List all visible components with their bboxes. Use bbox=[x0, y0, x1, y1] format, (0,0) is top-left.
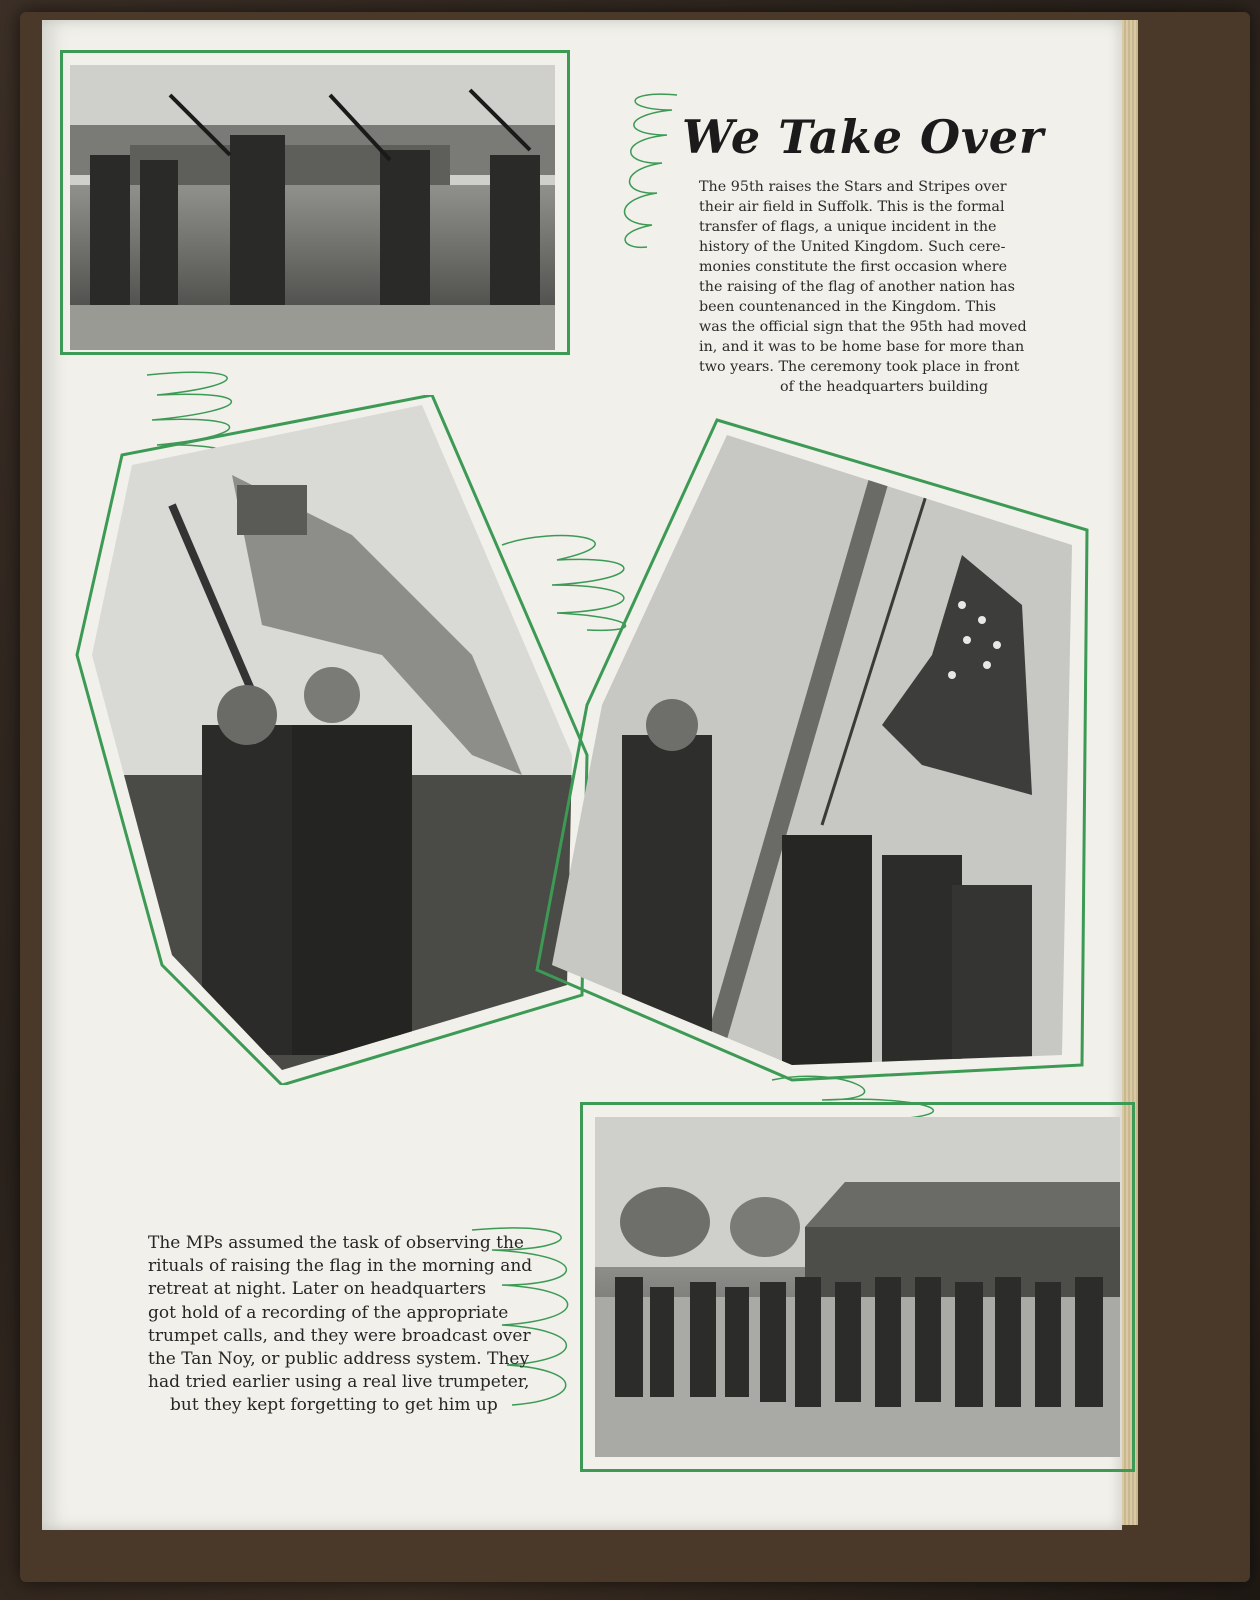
caption-line: had tried earlier using a real live trumpeter, bbox=[148, 1372, 530, 1393]
caption-line: trumpet calls, and they were broadcast over bbox=[148, 1325, 531, 1346]
caption-line: got hold of a recording of the appropriate bbox=[148, 1302, 509, 1323]
right-flag-photo bbox=[492, 405, 1092, 1095]
caption-line: the Tan Noy, or public address system. They bbox=[148, 1349, 530, 1370]
marching-airmen-photo bbox=[70, 65, 555, 350]
caption-line: rituals of raising the flag in the morning and bbox=[148, 1256, 533, 1277]
intro-line: The 95th raises the Stars and Stripes over bbox=[699, 179, 1007, 195]
intro-line: been countenanced in the Kingdom. This bbox=[699, 299, 997, 315]
intro-line: history of the United Kingdom. Such cere- bbox=[699, 239, 1006, 255]
mp-caption bbox=[148, 1232, 553, 1418]
caption-line: The MPs assumed the task of observing the bbox=[148, 1233, 524, 1253]
intro-line: of the headquarters building bbox=[780, 379, 988, 395]
decorative-squiggle bbox=[602, 85, 682, 255]
page-title: We Take Over bbox=[682, 110, 1045, 164]
intro-line: in, and it was to be home base for more than bbox=[699, 339, 1025, 355]
intro-line: the raising of the flag of another nation has bbox=[699, 279, 1015, 295]
intro-line: two years. The ceremony took place in front bbox=[699, 359, 1020, 375]
intro-paragraph bbox=[699, 177, 1069, 397]
caption-line: but they kept forgetting to get him up bbox=[170, 1395, 498, 1416]
intro-line: was the official sign that the 95th had moved bbox=[699, 319, 1027, 335]
intro-line: transfer of flags, a unique incident in the bbox=[699, 219, 997, 235]
caption-line: retreat at night. Later on headquarters bbox=[148, 1279, 487, 1300]
mp-formation-photo bbox=[595, 1117, 1120, 1457]
intro-line: their air field in Suffolk. This is the formal bbox=[699, 199, 1005, 215]
yearbook-page bbox=[42, 20, 1122, 1530]
intro-line: monies constitute the first occasion where bbox=[699, 259, 1008, 275]
